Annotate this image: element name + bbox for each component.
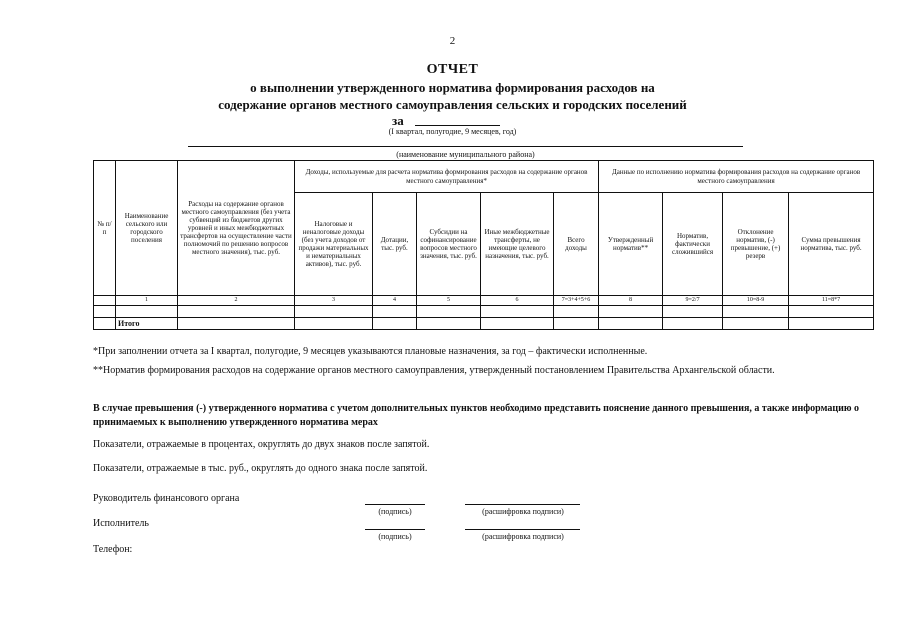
phone-label: Телефон: (93, 544, 133, 555)
col-header-tax: Налоговые и неналоговые доходы (без учета доходов от продажи материальных и нематериальных активов), тыс. руб. (295, 193, 373, 296)
warning-note: В случае превышения (-) утвержденного норматива с учетом дополнительных пунктов необходимо представить пояснение данного превышения, а также информацию о принимаемых к выполнению утвержденного норматива мерах (93, 403, 859, 428)
col-header-excess: Сумма превышения норматива, тыс. руб. (789, 193, 874, 296)
index-cell: 2 (178, 296, 295, 306)
col-header-deviation: Отклонение норматив, (-) превышение, (+) резерв (723, 193, 789, 296)
col-header-name: Наименование сельского или городского поселения (116, 161, 178, 296)
index-cell: 4 (373, 296, 417, 306)
index-cell: 11=8*7 (789, 296, 874, 306)
executor-decode-caption: (расшифровка подписи) (482, 532, 564, 541)
index-cell: 6 (481, 296, 554, 306)
index-row (94, 296, 874, 306)
municipality-hint: (наименование муниципального района) (396, 150, 535, 159)
col-header-num: № п/п (94, 161, 116, 296)
municipality-blank-line (188, 146, 743, 147)
report-table (93, 160, 874, 330)
group-header-norm: Данные по исполнению норматива формирования расходов на содержание органов местного самоуправления (599, 161, 874, 193)
page-number: 2 (449, 35, 456, 47)
executor-decode-line (465, 529, 580, 530)
total-label: Итого (116, 317, 178, 329)
col-header-actual: Норматив, фактически сложившийся (663, 193, 723, 296)
executor-signature-caption: (подпись) (378, 532, 412, 541)
col-header-total: Всего доходы (554, 193, 599, 296)
index-cell: 5 (417, 296, 481, 306)
col-header-subsidies: Субсидии на софинансирование вопросов местного значения, тыс. руб. (417, 193, 481, 296)
col-header-grants: Дотации, тыс. руб. (373, 193, 417, 296)
head-of-finance-label: Руководитель финансового органа (93, 493, 240, 504)
rounding-percent-note: Показатели, отражаемые в процентах, округлять до двух знаков после запятой. (93, 439, 430, 450)
data-row-empty (94, 305, 874, 317)
head-decode-line (465, 504, 580, 505)
report-title: ОТЧЕТ (426, 62, 479, 77)
footnote-2: **Норматив формирования расходов на содержание органов местного самоуправления, утвержденный постановлением Правительства Архангельской области. (93, 365, 775, 376)
executor-label: Исполнитель (93, 518, 149, 529)
report-subtitle-line2: содержание органов местного самоуправления сельских и городских поселений (218, 97, 687, 112)
col-header-expenses: Расходы на содержание органов местного самоуправления (без учета субвенций из бюджетов других уровней и иных межбюджетных трансфертов на осуществление части полномочий по решению вопросов местного значения), тыс. руб. (178, 161, 295, 296)
head-decode-caption: (расшифровка подписи) (482, 507, 564, 516)
index-cell: 8 (599, 296, 663, 306)
index-cell (94, 296, 116, 306)
group-header-income: Доходы, используемые для расчета норматива формирования расходов на содержание органов местного самоуправления* (295, 161, 599, 193)
index-cell: 10=8-9 (723, 296, 789, 306)
report-subtitle-line1: о выполнении утвержденного норматива формирования расходов на (250, 80, 655, 95)
index-cell: 9=2/7 (663, 296, 723, 306)
footnote-1: *При заполнении отчета за I квартал, полугодие, 9 месяцев указываются плановые назначения, за год – фактически исполненные. (93, 346, 648, 357)
col-header-approved: Утвержденный норматив** (599, 193, 663, 296)
period-blank-line (415, 125, 500, 126)
col-header-other: Иные межбюджетные трансферты, не имеющие целевого назначения, тыс. руб. (481, 193, 554, 296)
executor-signature-line (365, 529, 425, 530)
period-hint: (I квартал, полугодие, 9 месяцев, год) (388, 127, 517, 136)
total-row (94, 317, 874, 329)
head-signature-caption: (подпись) (378, 507, 412, 516)
index-cell: 7=3+4+5+6 (554, 296, 599, 306)
index-cell: 3 (295, 296, 373, 306)
index-cell: 1 (116, 296, 178, 306)
rounding-rub-note: Показатели, отражаемые в тыс. руб., округлять до одного знака после запятой. (93, 463, 428, 474)
period-prefix: за (392, 113, 404, 128)
head-signature-line (365, 504, 425, 505)
